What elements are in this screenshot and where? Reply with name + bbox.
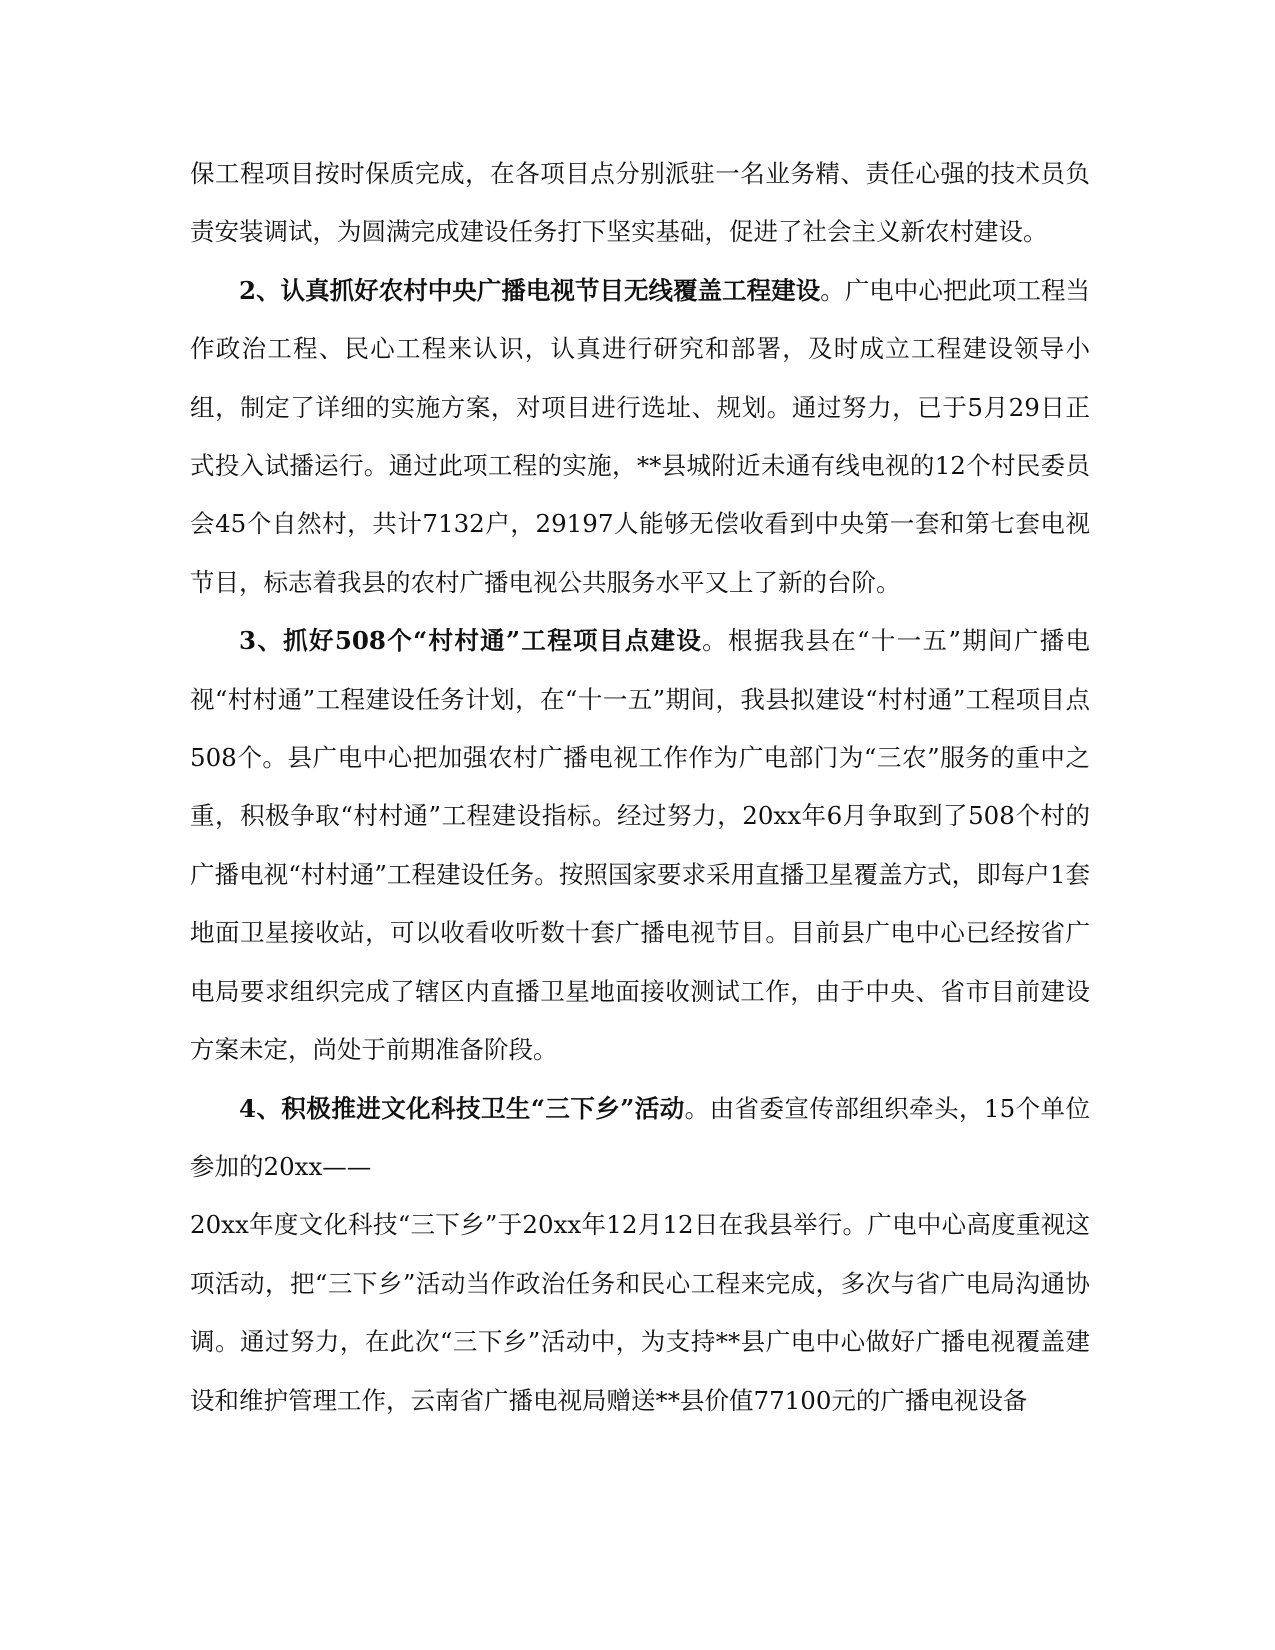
paragraph-1-text: 保工程项目按时保质完成，在各项目点分别派驻一名业务精、责任心强的技术员负责安装调试，为圆满完成建设任务打下坚实基础，促进了社会主义新农村建设。 — [190, 159, 1090, 247]
paragraph-4-heading: 4、积极推进文化科技卫生“三下乡”活动 — [239, 1093, 685, 1123]
paragraph-3 — [190, 612, 1090, 1079]
paragraph-5-text: 20xx年度文化科技“三下乡”于20xx年12月12日在我县举行。广电中心高度重视这项活动，把“三下乡”活动当作政治任务和民心工程来完成，多次与省广电局沟通协调。通过努力，在此次“三下乡”活动中，为支持**县广电中心做好广播电视覆盖建设和维护管理工作，云南省广播电视局赠送**县价值77100元的广播电视设备 — [190, 1210, 1090, 1415]
paragraph-5 — [190, 1196, 1090, 1430]
paragraph-3-heading: 3、抓好508个“村村通”工程项目点建设 — [239, 626, 703, 656]
paragraph-2-heading: 2、认真抓好农村中央广播电视节目无线覆盖工程建设 — [239, 275, 821, 305]
paragraph-2 — [190, 262, 1090, 612]
document-body — [190, 145, 1090, 1430]
paragraph-3-text: 。根据我县在“十一五”期间广播电视“村村通”工程建设任务计划，在“十一五”期间，我县拟建设“村村通”工程项目点508个。县广电中心把加强农村广播电视工作作为广电部门为“三农”服务的重中之重，积极争取“村村通”工程建设指标。经过努力，20xx年6月争取到了508个村的广播电视“村村通”工程建设任务。按照国家要求采用直播卫星覆盖方式，即每户1套地面卫星接收站，可以收看收听数十套广播电视节目。目前县广电中心已经按省广电局要求组织完成了辖区内直播卫星地面接收测试工作，由于中央、省市目前建设方案未定，尚处于前期准备阶段。 — [190, 626, 1090, 1065]
paragraph-4 — [190, 1080, 1090, 1197]
paragraph-4-text: 。由省委宣传部组织牵头，15个单位参加的20xx—— — [190, 1093, 1090, 1181]
paragraph-1 — [190, 145, 1090, 262]
paragraph-2-text: 。广电中心把此项工程当作政治工程、民心工程来认识，认真进行研究和部署，及时成立工程建设领导小组，制定了详细的实施方案，对项目进行选址、规划。通过努力，已于5月29日正式投入试播运行。通过此项工程的实施，**县城附近未通有线电视的12个村民委员会45个自然村，共计7132户，29197人能够无偿收看到中央第一套和第七套电视节目，标志着我县的农村广播电视公共服务水平又上了新的台阶。 — [190, 275, 1090, 597]
